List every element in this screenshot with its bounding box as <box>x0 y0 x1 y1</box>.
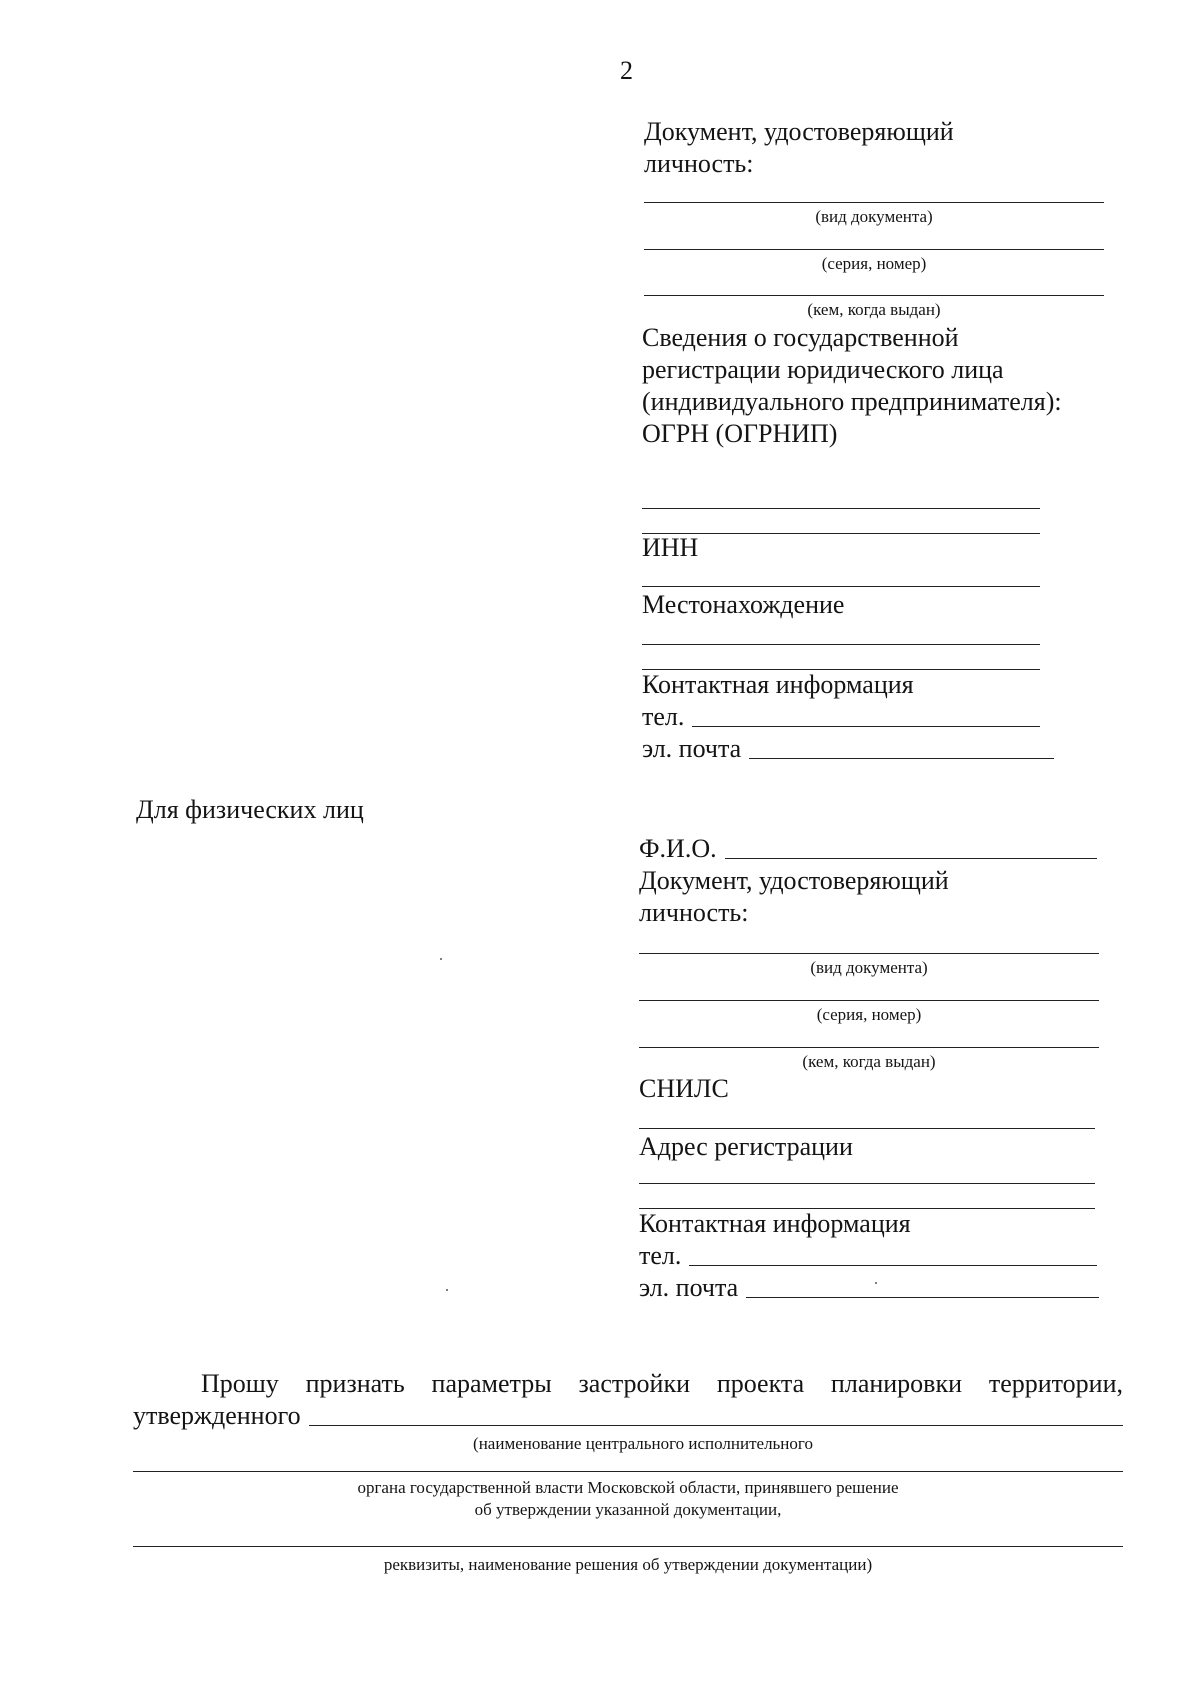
address-line-1[interactable] <box>639 1183 1095 1184</box>
ogrn-line-1[interactable] <box>642 508 1040 509</box>
individual-contact-label: Контактная информация <box>639 1209 911 1238</box>
legal-phone-row[interactable] <box>642 701 1040 733</box>
individual-doc-type-line[interactable] <box>639 953 1099 954</box>
fio-line[interactable] <box>725 858 1097 859</box>
fio-label: Ф.И.О. <box>639 834 717 863</box>
snils-label: СНИЛС <box>639 1074 729 1103</box>
request-caption-4: реквизиты, наименование решения об утверждении документации) <box>383 1555 873 1574</box>
individual-series-number-field[interactable] <box>639 1000 1099 1025</box>
individual-phone-line[interactable] <box>689 1265 1097 1266</box>
legal-registration-heading: Сведения о государственной регистрации юридического лица (индивидуального предпринимателя): <box>642 323 1062 416</box>
address-label-block <box>639 1131 1099 1163</box>
inn-label-block <box>642 532 1102 564</box>
individual-email-label: эл. почта <box>639 1273 739 1302</box>
request-caption-2: органа государственной власти Московской области, принявшего решение <box>357 1478 899 1497</box>
legal-issued-by-line[interactable] <box>644 295 1104 296</box>
location-label-block <box>642 589 1102 621</box>
legal-doc-type-line[interactable] <box>644 202 1104 203</box>
legal-series-number-line[interactable] <box>644 249 1104 250</box>
page-number: 2 <box>620 56 633 85</box>
scan-speck <box>446 1289 448 1291</box>
location-label: Местонахождение <box>642 590 845 619</box>
legal-entity-id-doc-label-block <box>644 116 1104 180</box>
individual-phone-row[interactable] <box>639 1240 1097 1272</box>
individual-issued-by-caption: (кем, когда выдан) <box>802 1052 936 1071</box>
legal-email-label: эл. почта <box>642 734 742 763</box>
individual-doc-type-caption: (вид документа) <box>810 958 928 977</box>
legal-id-doc-label: Документ, удостоверяющий личность: <box>644 117 954 178</box>
ogrn-field-line-1[interactable] <box>642 508 1040 509</box>
legal-issued-by-caption: (кем, когда выдан) <box>807 300 941 319</box>
inn-field[interactable] <box>642 586 1040 587</box>
individual-issued-by-line[interactable] <box>639 1047 1099 1048</box>
request-line-1: Прошу признать параметры застройки проекта планировки территории, <box>201 1369 1123 1398</box>
scan-speck <box>440 958 442 960</box>
individual-contact-block <box>639 1208 1099 1304</box>
location-line-1[interactable] <box>642 644 1040 645</box>
legal-phone-line[interactable] <box>692 726 1040 727</box>
inn-label: ИНН <box>642 533 699 562</box>
individual-issued-by-field[interactable] <box>639 1047 1099 1072</box>
individuals-section-title: Для физических лиц <box>136 795 364 824</box>
legal-phone-label: тел. <box>642 702 685 731</box>
scan-speck <box>875 1282 877 1284</box>
approved-line[interactable] <box>309 1425 1123 1426</box>
individual-series-number-line[interactable] <box>639 1000 1099 1001</box>
inn-line[interactable] <box>642 586 1040 587</box>
approved-row[interactable] <box>133 1400 1123 1432</box>
snils-label-block <box>639 1073 1099 1105</box>
request-authority-line[interactable] <box>133 1471 1123 1472</box>
individual-top-block <box>639 833 1099 929</box>
legal-doc-type-caption: (вид документа) <box>815 207 933 226</box>
individual-email-line[interactable] <box>746 1297 1099 1298</box>
request-paragraph <box>133 1368 1123 1454</box>
snils-field[interactable] <box>639 1128 1095 1129</box>
legal-issued-by-field[interactable] <box>644 295 1104 320</box>
individual-series-number-caption: (серия, номер) <box>816 1005 922 1024</box>
location-field-line-1[interactable] <box>642 644 1040 645</box>
fio-row[interactable] <box>639 833 1097 865</box>
legal-email-row[interactable] <box>642 733 1054 765</box>
individual-email-row[interactable] <box>639 1272 1099 1304</box>
legal-contact-block <box>642 669 1054 765</box>
legal-series-number-caption: (серия, номер) <box>821 254 927 273</box>
request-decision-line[interactable] <box>133 1546 1123 1547</box>
address-field-line-1[interactable] <box>639 1183 1095 1184</box>
legal-email-line[interactable] <box>749 758 1054 759</box>
request-caption-3: об утверждении указанной документации, <box>474 1500 782 1519</box>
request-caption-1: (наименование центрального исполнительного <box>473 1434 813 1453</box>
ogrn-label: ОГРН (ОГРНИП) <box>642 419 838 448</box>
request-authority-field[interactable] <box>133 1471 1123 1520</box>
legal-contact-label: Контактная информация <box>642 670 914 699</box>
snils-line[interactable] <box>639 1128 1095 1129</box>
individual-doc-type-field[interactable] <box>639 953 1099 978</box>
individual-id-doc-label: Документ, удостоверяющий личность: <box>639 866 949 927</box>
request-decision-field[interactable] <box>133 1546 1123 1575</box>
legal-series-number-field[interactable] <box>644 249 1104 274</box>
address-label: Адрес регистрации <box>639 1132 853 1161</box>
individual-phone-label: тел. <box>639 1241 682 1270</box>
legal-registration-heading-block <box>642 322 1102 450</box>
legal-doc-type-field[interactable] <box>644 202 1104 227</box>
approved-label: утвержденного <box>133 1401 301 1430</box>
